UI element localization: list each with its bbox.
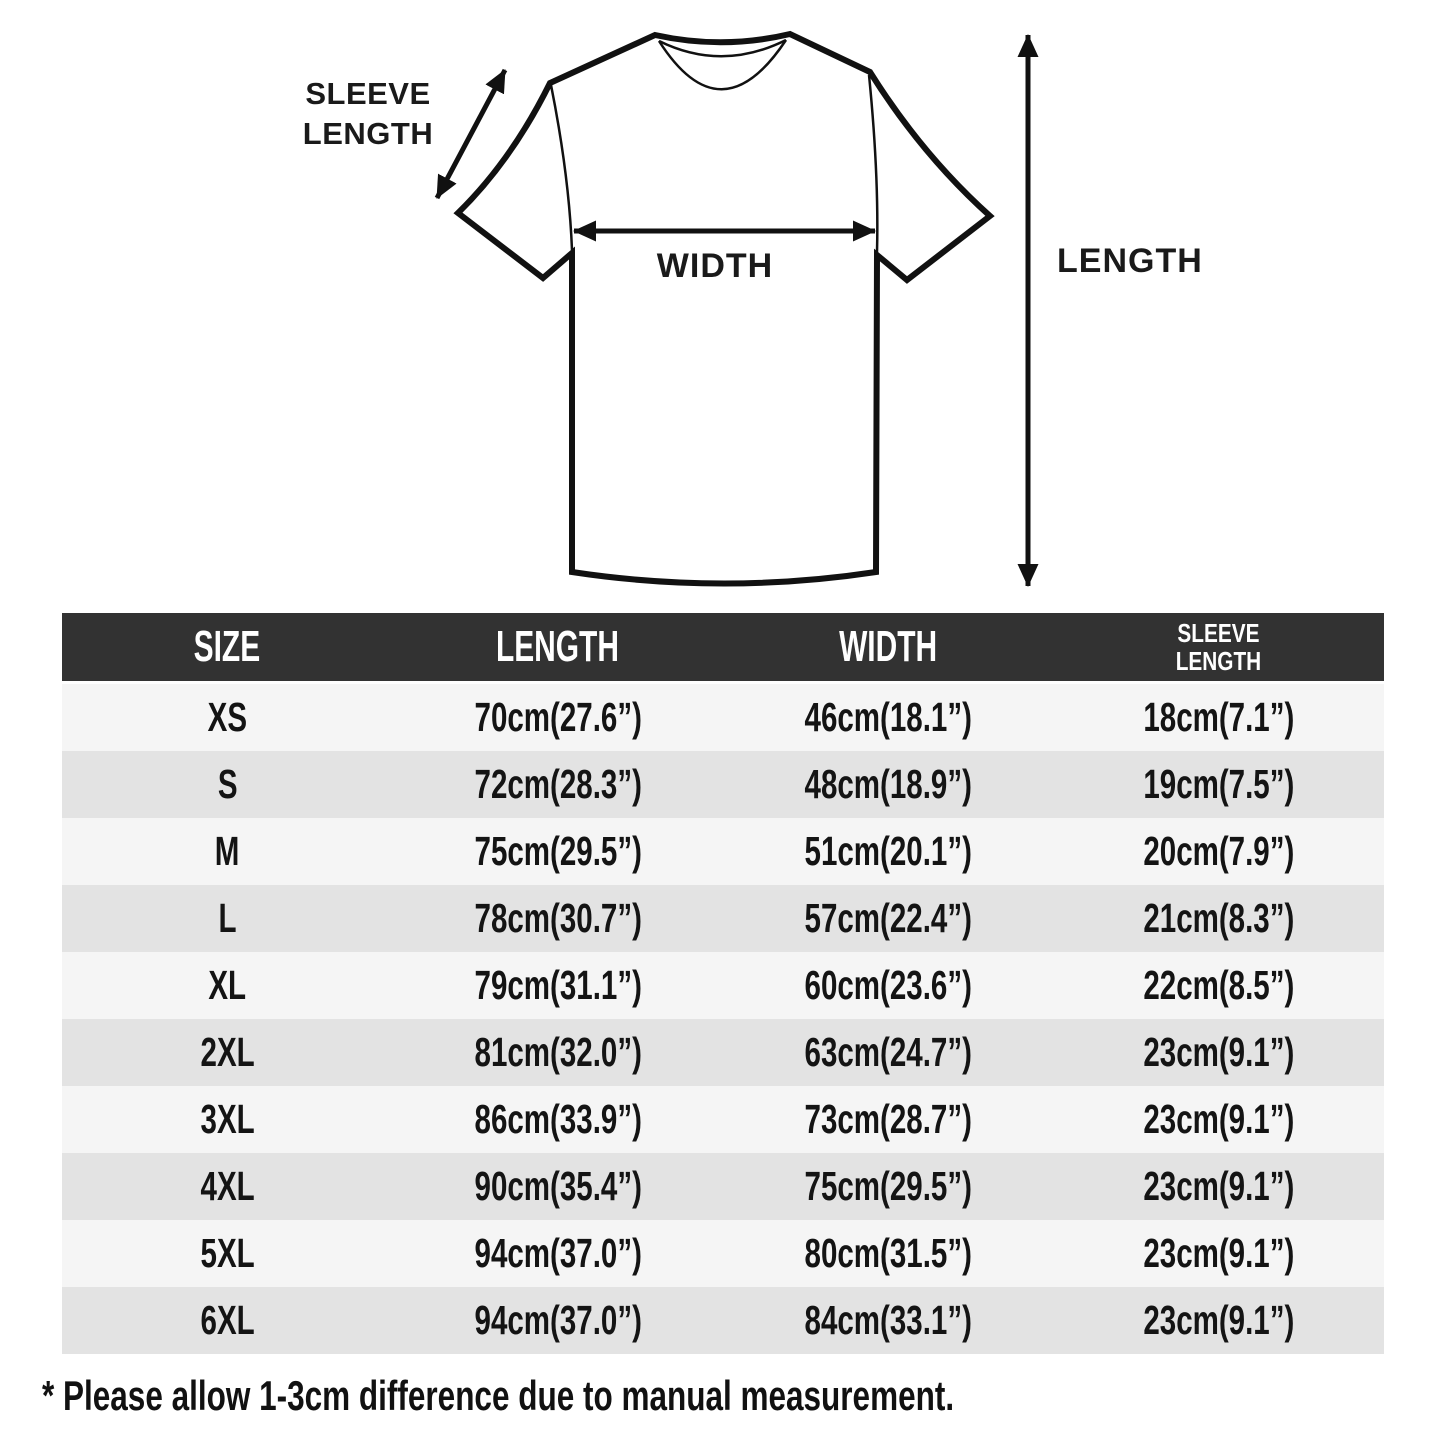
- measurement-footnote: * Please allow 1-3cm difference due to manual measurement.: [42, 1372, 955, 1419]
- table-row-xs: [62, 684, 1384, 751]
- sleeve-length-label: [288, 74, 448, 154]
- header-size: SIZE: [193, 622, 261, 671]
- length-cell: 72cm(28.3”): [474, 761, 642, 807]
- table-header-row: [62, 613, 1384, 684]
- length-cell: 79cm(31.1”): [474, 962, 642, 1008]
- table-row-xl: [62, 952, 1384, 1019]
- tshirt-outline: [458, 34, 990, 584]
- width-cell: 75cm(29.5”): [804, 1163, 972, 1209]
- size-cell: XS: [207, 694, 247, 740]
- header-sleeve-length: SLEEVE LENGTH: [1175, 618, 1262, 676]
- width-cell: 57cm(22.4”): [804, 895, 972, 941]
- sleeve-length-cell: 20cm(7.9”): [1143, 828, 1295, 874]
- width-label: WIDTH: [656, 247, 774, 285]
- size-cell: 4XL: [200, 1163, 255, 1209]
- header-length: LENGTH: [496, 622, 620, 671]
- size-cell: S: [217, 761, 238, 807]
- table-row-l: [62, 885, 1384, 952]
- size-cell: M: [214, 828, 240, 874]
- sleeve-length-label-line1: SLEEVE: [305, 76, 431, 111]
- sleeve-length-cell: 21cm(8.3”): [1143, 895, 1295, 941]
- size-cell: L: [218, 895, 237, 941]
- tshirt-diagram: [0, 0, 1445, 613]
- header-width: WIDTH: [839, 622, 938, 671]
- table-row-6xl: [62, 1287, 1384, 1354]
- table-body: [62, 684, 1384, 1354]
- sleeve-length-cell: 23cm(9.1”): [1143, 1029, 1295, 1075]
- size-table: [62, 613, 1384, 1354]
- length-cell: 86cm(33.9”): [474, 1096, 642, 1142]
- width-cell: 60cm(23.6”): [804, 962, 972, 1008]
- table-row-4xl: [62, 1153, 1384, 1220]
- sleeve-length-cell: 23cm(9.1”): [1143, 1163, 1295, 1209]
- length-cell: 90cm(35.4”): [474, 1163, 642, 1209]
- width-cell: 73cm(28.7”): [804, 1096, 972, 1142]
- length-cell: 75cm(29.5”): [474, 828, 642, 874]
- width-cell: 46cm(18.1”): [804, 694, 972, 740]
- sleeve-length-cell: 19cm(7.5”): [1143, 761, 1295, 807]
- sleeve-length-cell: 23cm(9.1”): [1143, 1096, 1295, 1142]
- width-cell: 84cm(33.1”): [804, 1297, 972, 1343]
- sleeve-length-label-line2: LENGTH: [302, 116, 434, 151]
- table-row-3xl: [62, 1086, 1384, 1153]
- table-row-2xl: [62, 1019, 1384, 1086]
- size-cell: 3XL: [200, 1096, 255, 1142]
- width-cell: 63cm(24.7”): [804, 1029, 972, 1075]
- size-cell: XL: [208, 962, 247, 1008]
- length-cell: 94cm(37.0”): [474, 1230, 642, 1276]
- size-cell: 6XL: [200, 1297, 255, 1343]
- table-row-s: [62, 751, 1384, 818]
- sleeve-length-cell: 23cm(9.1”): [1143, 1297, 1295, 1343]
- length-cell: 70cm(27.6”): [474, 694, 642, 740]
- size-cell: 2XL: [200, 1029, 255, 1075]
- sleeve-length-cell: 18cm(7.1”): [1143, 694, 1295, 740]
- length-cell: 81cm(32.0”): [474, 1029, 642, 1075]
- length-cell: 78cm(30.7”): [474, 895, 642, 941]
- length-label: LENGTH: [1057, 242, 1203, 280]
- width-cell: 51cm(20.1”): [804, 828, 972, 874]
- table-row-5xl: [62, 1220, 1384, 1287]
- table-row-m: [62, 818, 1384, 885]
- length-cell: 94cm(37.0”): [474, 1297, 642, 1343]
- sleeve-length-cell: 22cm(8.5”): [1143, 962, 1295, 1008]
- width-cell: 80cm(31.5”): [804, 1230, 972, 1276]
- width-cell: 48cm(18.9”): [804, 761, 972, 807]
- size-cell: 5XL: [200, 1230, 255, 1276]
- sleeve-length-cell: 23cm(9.1”): [1143, 1230, 1295, 1276]
